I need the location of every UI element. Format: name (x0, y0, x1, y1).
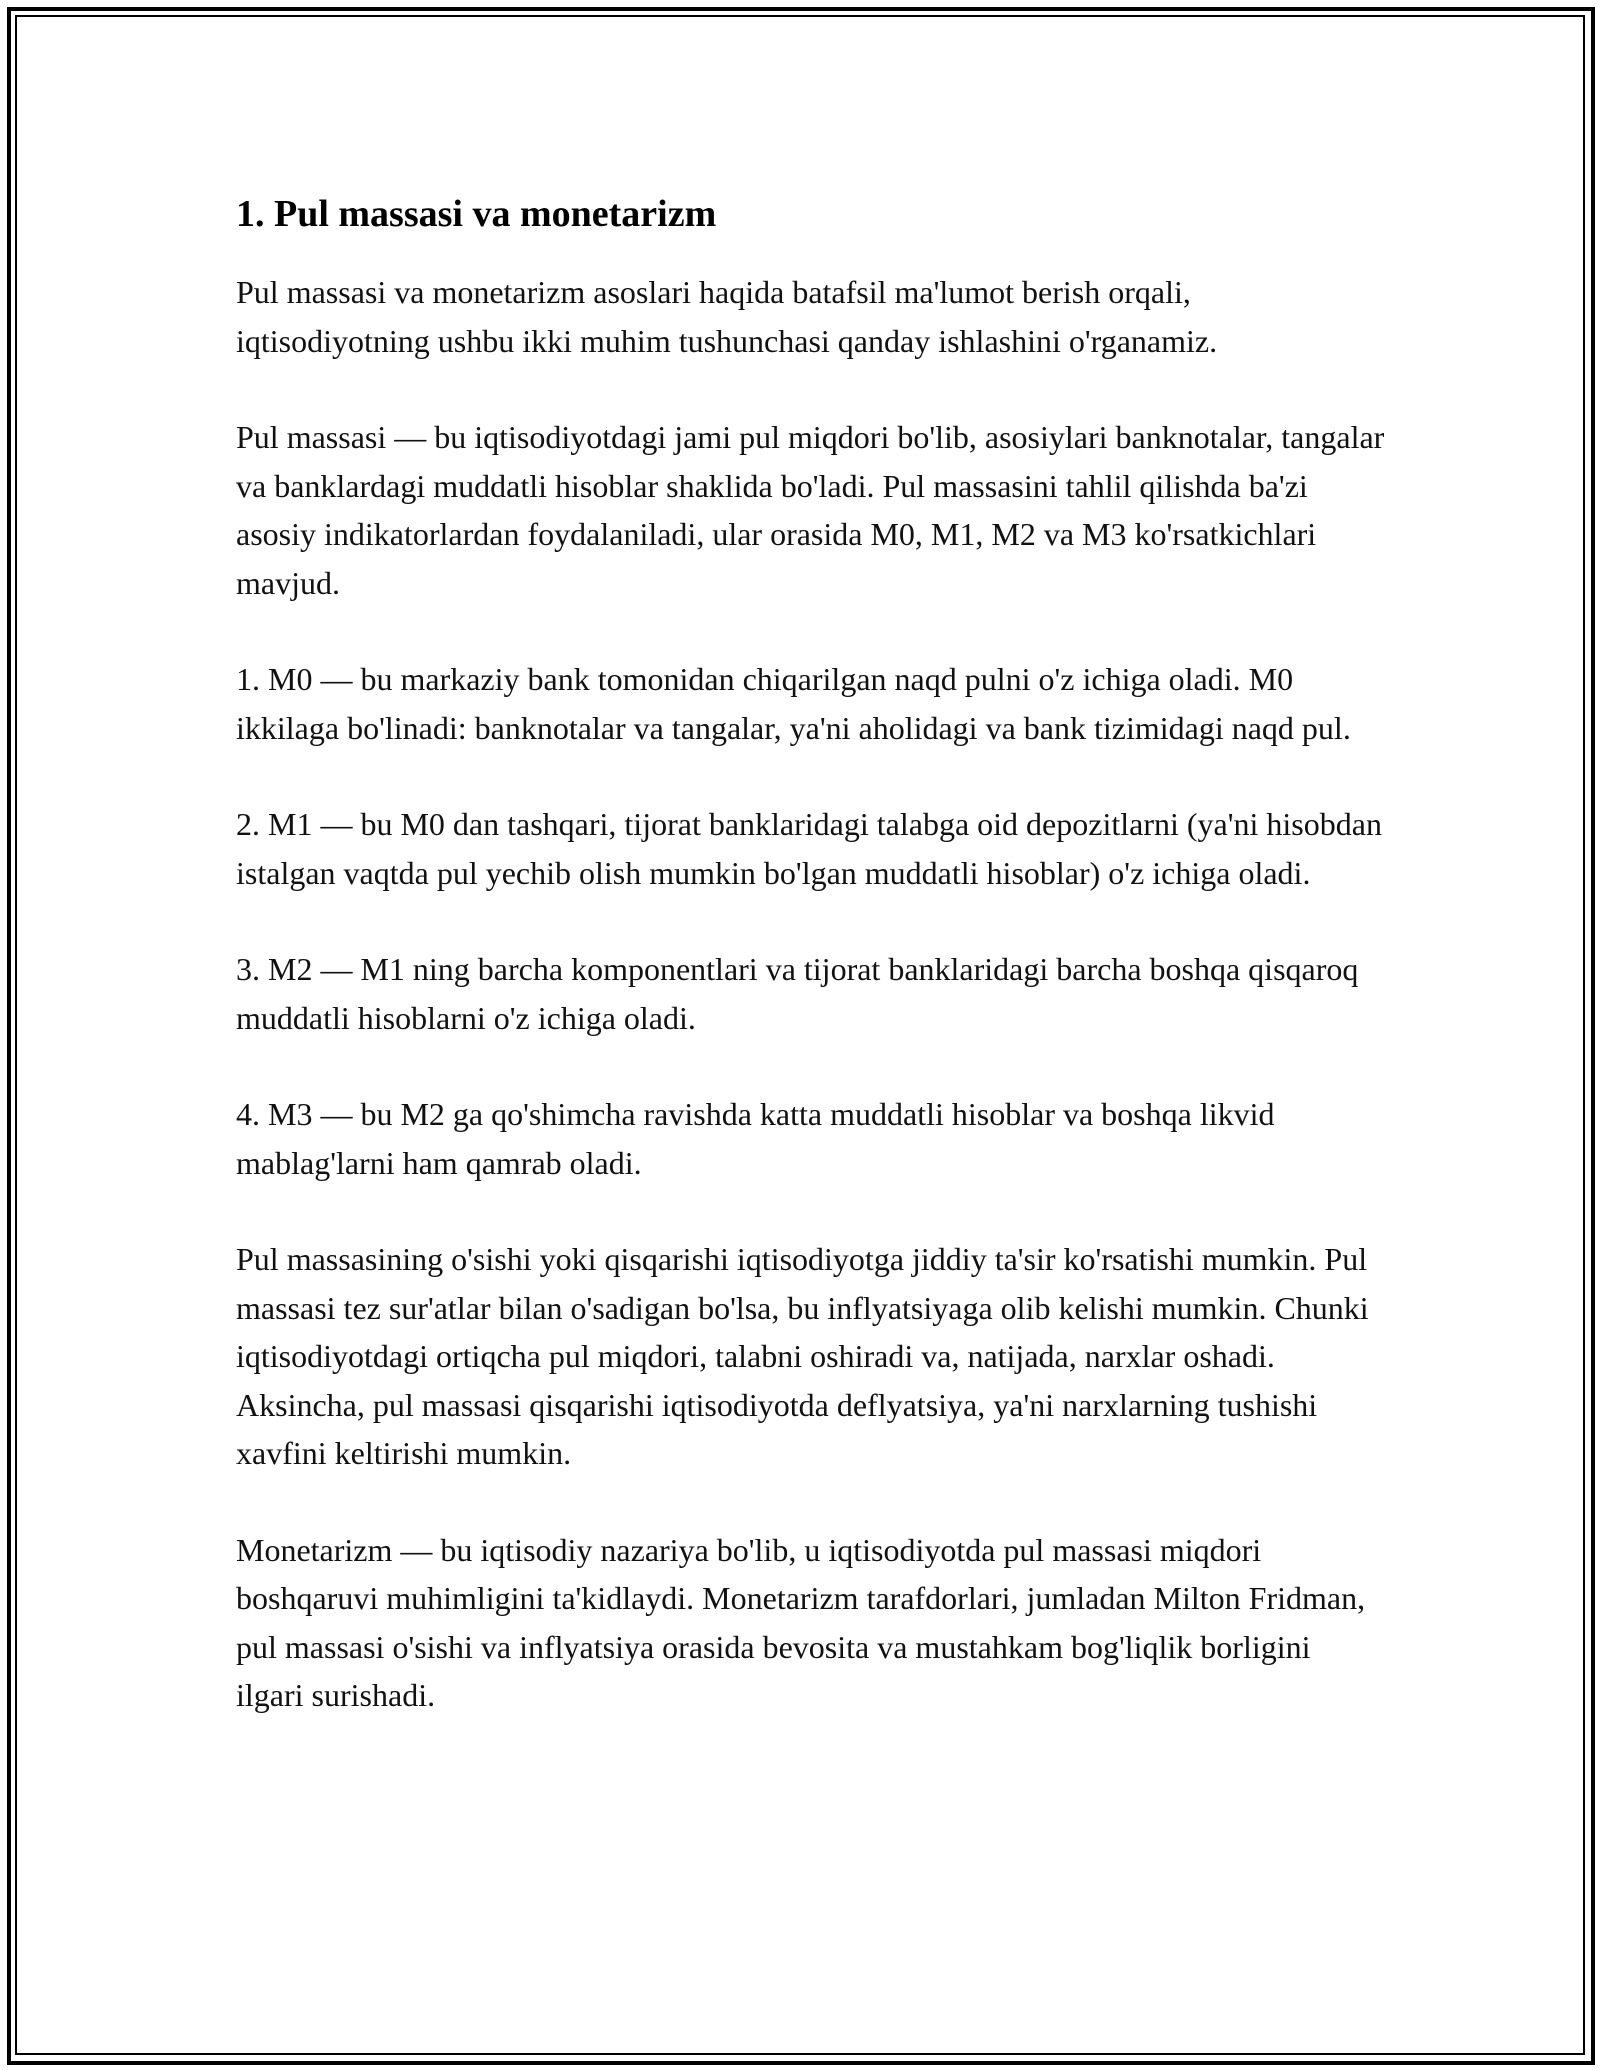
paragraph-intro: Pul massasi va monetarizm asoslari haqida batafsil ma'lumot berish orqali, iqtisodiyotning ushbu ikki muhim tushunchasi qanday ishlashini o'rganamiz. (236, 274, 1218, 359)
paragraph-money-supply-effects: Pul massasining o'sishi yoki qisqarishi iqtisodiyotga jiddiy ta'sir ko'rsatishi mumkin. Pul massasi tez sur'atlar bilan o'sadigan bo'lsa, bu inflyatsiyaga olib kelishi mumkin. Chunki iqtisodiyotdagi ortiqcha pul miqdori, talabni oshiradi va, natijada, narxlar oshadi. Aksincha, pul massasi qisqarishi iqtisodiyotda deflyatsiya, ya'ni narxlarning tushishi xavfini keltirishi mumkin. (236, 1241, 1369, 1471)
section-title: 1. Pul massasi va monetarizm (236, 193, 717, 235)
paragraph-m3: 4. M3 — bu M2 ga qo'shimcha ravishda katta muddatli hisoblar va boshqa likvid mablag'larni ham qamrab oladi. (236, 1096, 1275, 1181)
paragraph-m2: 3. M2 — M1 ning barcha komponentlari va tijorat banklaridagi barcha boshqa qisqaroq muddatli hisoblarni o'z ichiga oladi. (236, 951, 1359, 1036)
paragraph-monetarism: Monetarizm — bu iqtisodiy nazariya bo'lib, u iqtisodiyotda pul massasi miqdori boshqaruvi muhimligini ta'kidlaydi. Monetarizm tarafdorlari, jumladan Milton Fridman, pul massasi o'sishi va inflyatsiya orasida bevosita va mustahkam bog'liqlik borligini ilgari surishadi. (236, 1531, 1366, 1713)
paragraph-m1: 2. M1 — bu M0 dan tashqari, tijorat banklaridagi talabga oid depozitlarni (ya'ni hisobdan istalgan vaqtda pul yechib olish mumkin bo'lgan muddatli hisoblar) o'z ichiga oladi. (236, 806, 1382, 891)
document-body (236, 188, 1386, 1768)
paragraph-m0: 1. M0 — bu markaziy bank tomonidan chiqarilgan naqd pulni o'z ichiga oladi. M0 ikkilaga bo'linadi: banknotalar va tangalar, ya'ni aholidagi va bank tizimidagi naqd pul. (236, 661, 1351, 746)
paragraph-money-supply-definition: Pul massasi — bu iqtisodiyotdagi jami pul miqdori bo'lib, asosiylari banknotalar, tangalar va banklardagi muddatli hisoblar shaklida bo'ladi. Pul massasini tahlil qilishda ba'zi asosiy indikatorlardan foydalaniladi, ular orasida M0, M1, M2 va M3 ko'rsatkichlari mavjud. (236, 419, 1385, 601)
